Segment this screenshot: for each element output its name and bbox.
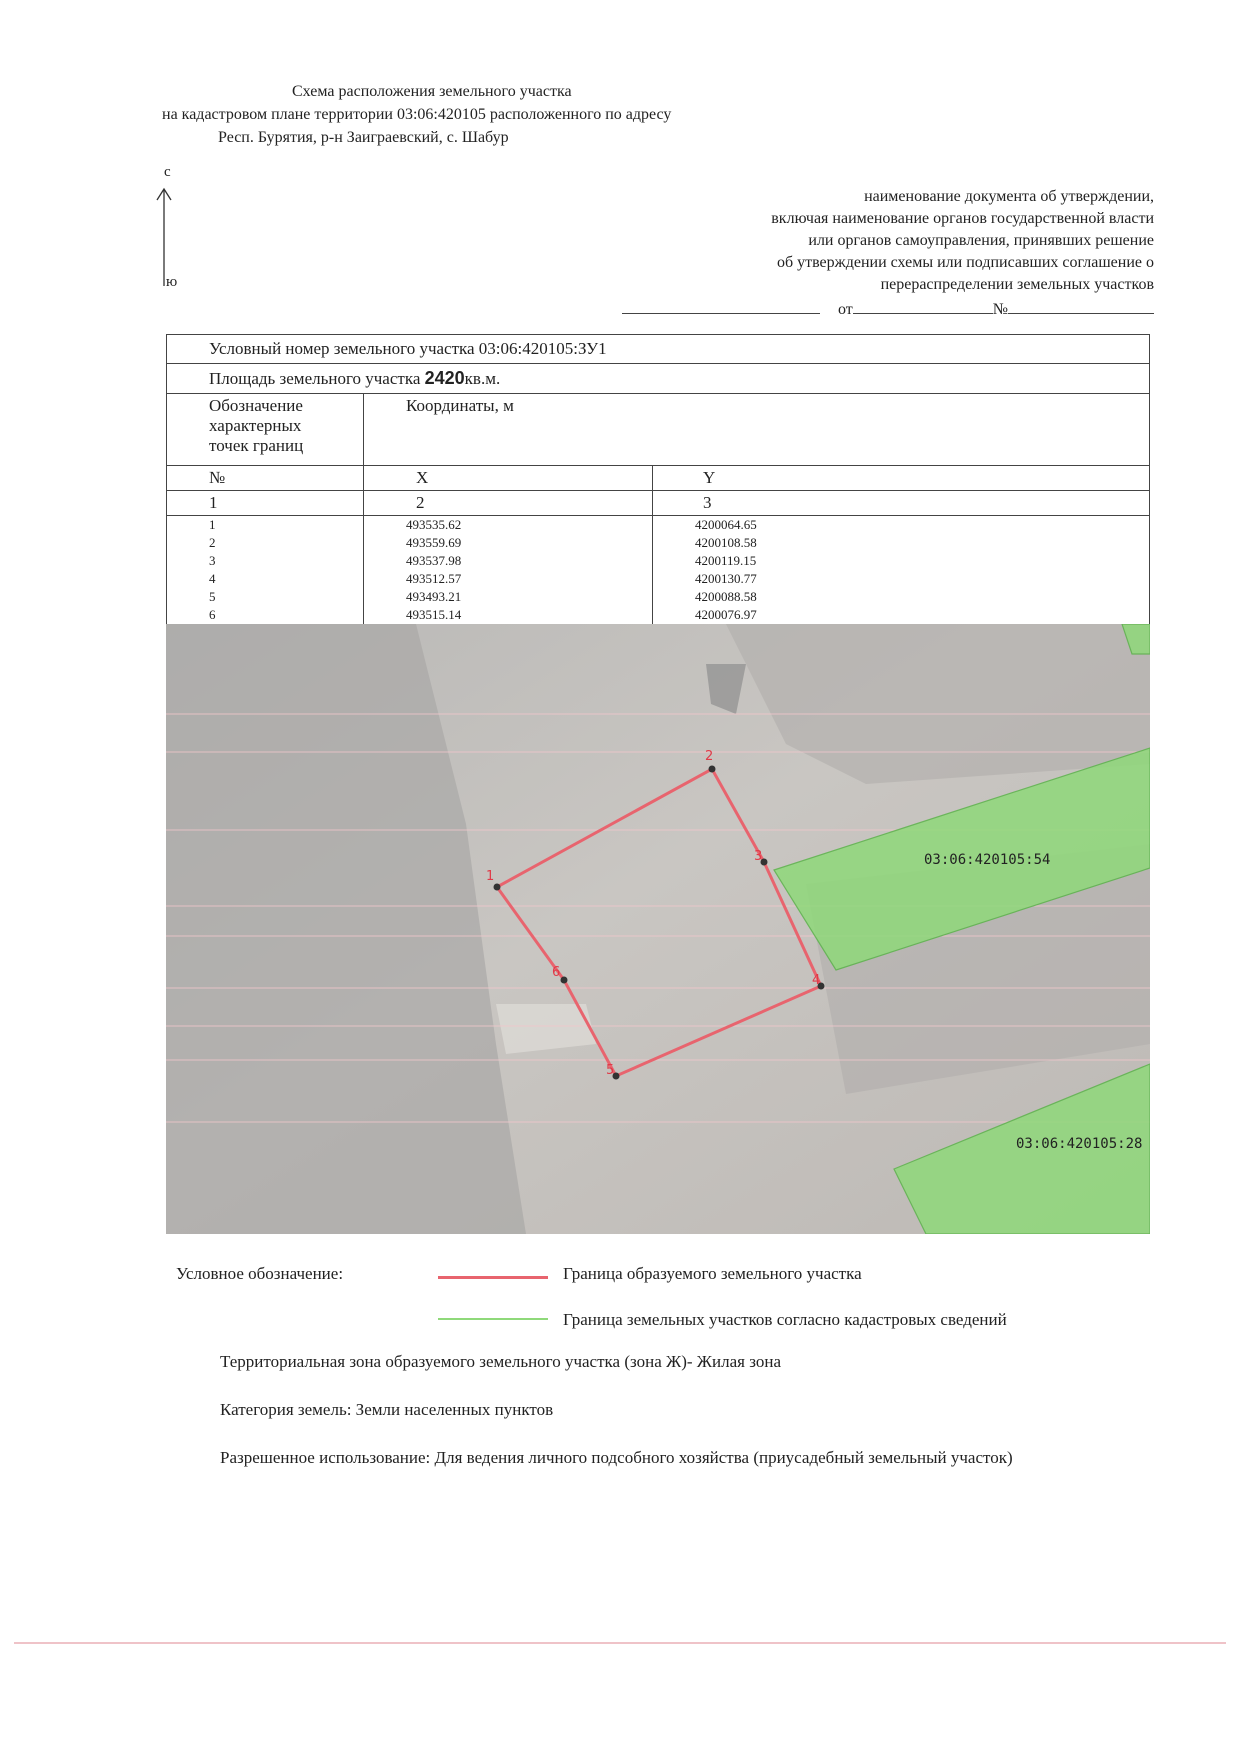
south-label: ю [166,274,178,290]
point-label-3: 3 [754,849,763,864]
point-number: 5 [167,588,364,606]
category-text: Категория земель: Земли населенных пунктов [220,1400,554,1419]
legend-green-line [438,1318,548,1320]
approval-line: об утверждении схемы или подписавших соглашение о [776,254,1154,271]
parcel-number: Условный номер земельного участка 03:06:420105:ЗУ1 [167,335,1150,364]
legend-item-cadastral: Граница земельных участков согласно кадастровых сведений [563,1310,1007,1329]
legend-caption: Условное обозначение: [176,1264,344,1283]
legend-red-line [438,1276,548,1279]
designation-header: Обозначение характерных точек границ [167,394,364,466]
column-y-header: Y [653,466,1150,491]
point-x: 493559.69 [364,534,653,552]
point-number: 2 [167,534,364,552]
number-label: № [992,301,1008,318]
parcel-area [167,364,1150,394]
north-arrow [154,164,184,294]
approval-signature-line [622,298,1154,321]
point-x: 493537.98 [364,552,653,570]
title-line-3: Респ. Бурятия, р-н Заиграевский, с. Шабур [218,129,509,146]
point-label-5: 5 [606,1063,615,1078]
point-label-6: 6 [552,965,561,980]
page-bottom-line [14,1642,1226,1644]
boundary-point-2 [709,766,716,773]
map-canvas [166,624,1150,1234]
approval-block [622,186,1154,321]
point-x: 493535.62 [364,516,653,535]
land-category [176,1398,1106,1422]
point-label-4: 4 [812,973,821,988]
coordinates-header: Координаты, м [364,394,1150,466]
coordinates-table [166,334,1150,625]
point-x: 493515.14 [364,606,653,625]
doc-name-blank [622,298,820,314]
column-x-header: X [364,466,653,491]
area-label: Площадь земельного участка [209,369,421,388]
approval-line: включая наименование органов государственной власти [771,210,1154,227]
point-label-2: 2 [705,749,714,764]
area-value: 2420 [424,368,465,388]
point-number: 3 [167,552,364,570]
usage-text: Разрешенное использование: Для ведения личного подсобного хозяйства (приусадебный земельный участок) [220,1448,1013,1467]
point-label-1: 1 [486,869,495,884]
boundary-point-1 [494,884,501,891]
number-blank [1008,298,1154,314]
approval-line: наименование документа об утверждении, [864,188,1154,205]
legend-item-planned: Граница образуемого земельного участка [563,1264,862,1283]
point-y: 4200130.77 [653,570,1150,588]
north-label: с [164,164,171,180]
column-index-3: 3 [653,491,1150,516]
zone-text: Территориальная зона образуемого земельного участка (зона Ж)- Жилая зона [220,1352,781,1371]
from-label: от [837,301,853,318]
territorial-zone [176,1350,1106,1374]
point-y: 4200088.58 [653,588,1150,606]
point-x: 493512.57 [364,570,653,588]
satellite-map [166,624,1150,1234]
point-number: 1 [167,516,364,535]
area-unit: кв.м. [464,369,501,388]
parcel-label-54: 03:06:420105:54 [924,852,1051,868]
point-y: 4200064.65 [653,516,1150,535]
point-x: 493493.21 [364,588,653,606]
permitted-use [176,1446,1106,1470]
date-blank [853,298,993,314]
column-no-header: № [167,466,364,491]
point-y: 4200076.97 [653,606,1150,625]
title-line-1: Схема расположения земельного участка [292,83,572,100]
parcel-label-28: 03:06:420105:28 [1016,1136,1143,1152]
approval-line: или органов самоуправления, принявших решение [808,232,1154,249]
point-y: 4200119.15 [653,552,1150,570]
point-number: 6 [167,606,364,625]
title-line-2: на кадастровом плане территории 03:06:420105 расположенного по адресу [162,106,672,123]
point-number: 4 [167,570,364,588]
column-index-2: 2 [364,491,653,516]
approval-line: перераспределении земельных участков [880,276,1154,293]
boundary-point-6 [561,977,568,984]
point-y: 4200108.58 [653,534,1150,552]
column-index-1: 1 [167,491,364,516]
